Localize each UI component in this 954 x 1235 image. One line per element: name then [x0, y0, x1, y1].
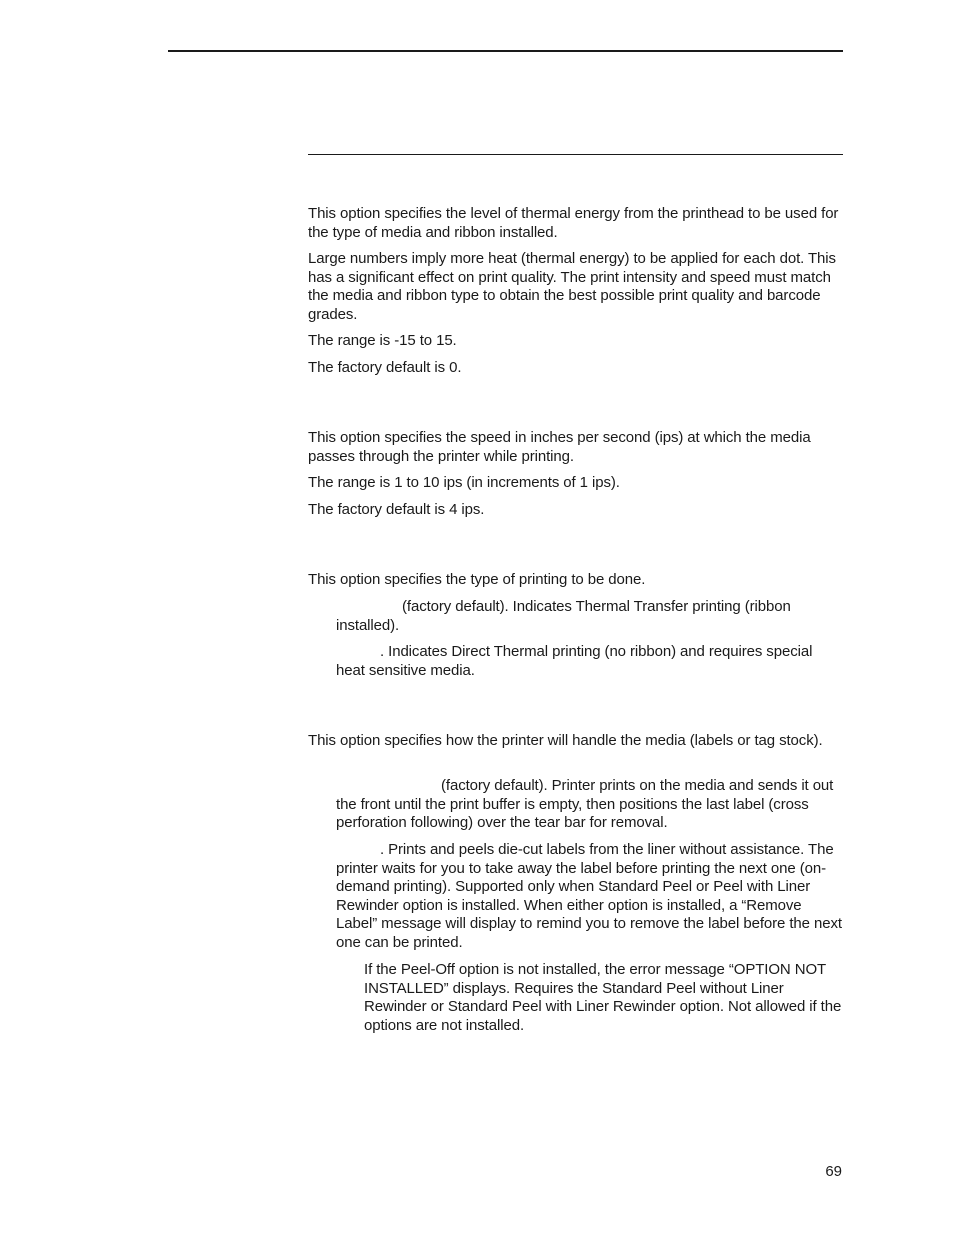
intensity-description: This option specifies the level of thermal energy from the printhead to be used for the type of media and ribbon installed.	[308, 205, 839, 241]
print-mode-option-thermal-transfer: (factory default). Indicates Thermal Transfer printing (ribbon installed).	[336, 598, 791, 634]
print-mode-option-direct-thermal: . Indicates Direct Thermal printing (no ribbon) and requires special heat sensitive media.	[336, 643, 813, 679]
intensity-range: The range is -15 to 15.	[308, 332, 457, 349]
header-rule	[168, 50, 843, 52]
intensity-detail: Large numbers imply more heat (thermal energy) to be applied for each dot. This has a significant effect on print quality. The print intensity and speed must match the media and ribbon type to obtain the best possible print quality and barcode grades.	[308, 250, 836, 323]
section-rule	[308, 154, 843, 155]
print-mode-description: This option specifies the type of printing to be done.	[308, 571, 646, 588]
peel-off-note: If the Peel-Off option is not installed, the error message “OPTION NOT INSTALLED” displays. Requires the Standard Peel without Liner Rewinder or Standard Peel with Liner Rewinder option. Not allowed if the options are not installed.	[364, 961, 842, 1034]
speed-range: The range is 1 to 10 ips (in increments of 1 ips).	[308, 474, 620, 491]
media-handling-description: This option specifies how the printer will handle the media (labels or tag stock).	[308, 732, 823, 749]
speed-default: The factory default is 4 ips.	[308, 501, 485, 518]
page-number: 69	[825, 1163, 842, 1180]
media-handling-option-peel-off: . Prints and peels die-cut labels from the liner without assistance. The printer waits for you to take away the label before printing the next one (on-demand printing). Supported only when Standard Peel or Peel with Liner Rewinder option is installed. When either option is installed, a “Remove Label” message will display to remind you to remove the label before the next one can be printed.	[336, 841, 842, 951]
speed-description: This option specifies the speed in inches per second (ips) at which the media passes through the printer while printing.	[308, 429, 811, 465]
media-handling-option-tear-off: (factory default). Printer prints on the media and sends it out the front until the print buffer is empty, then positions the last label (cross perforation following) over the tear bar for removal.	[336, 777, 834, 832]
intensity-default: The factory default is 0.	[308, 359, 462, 376]
